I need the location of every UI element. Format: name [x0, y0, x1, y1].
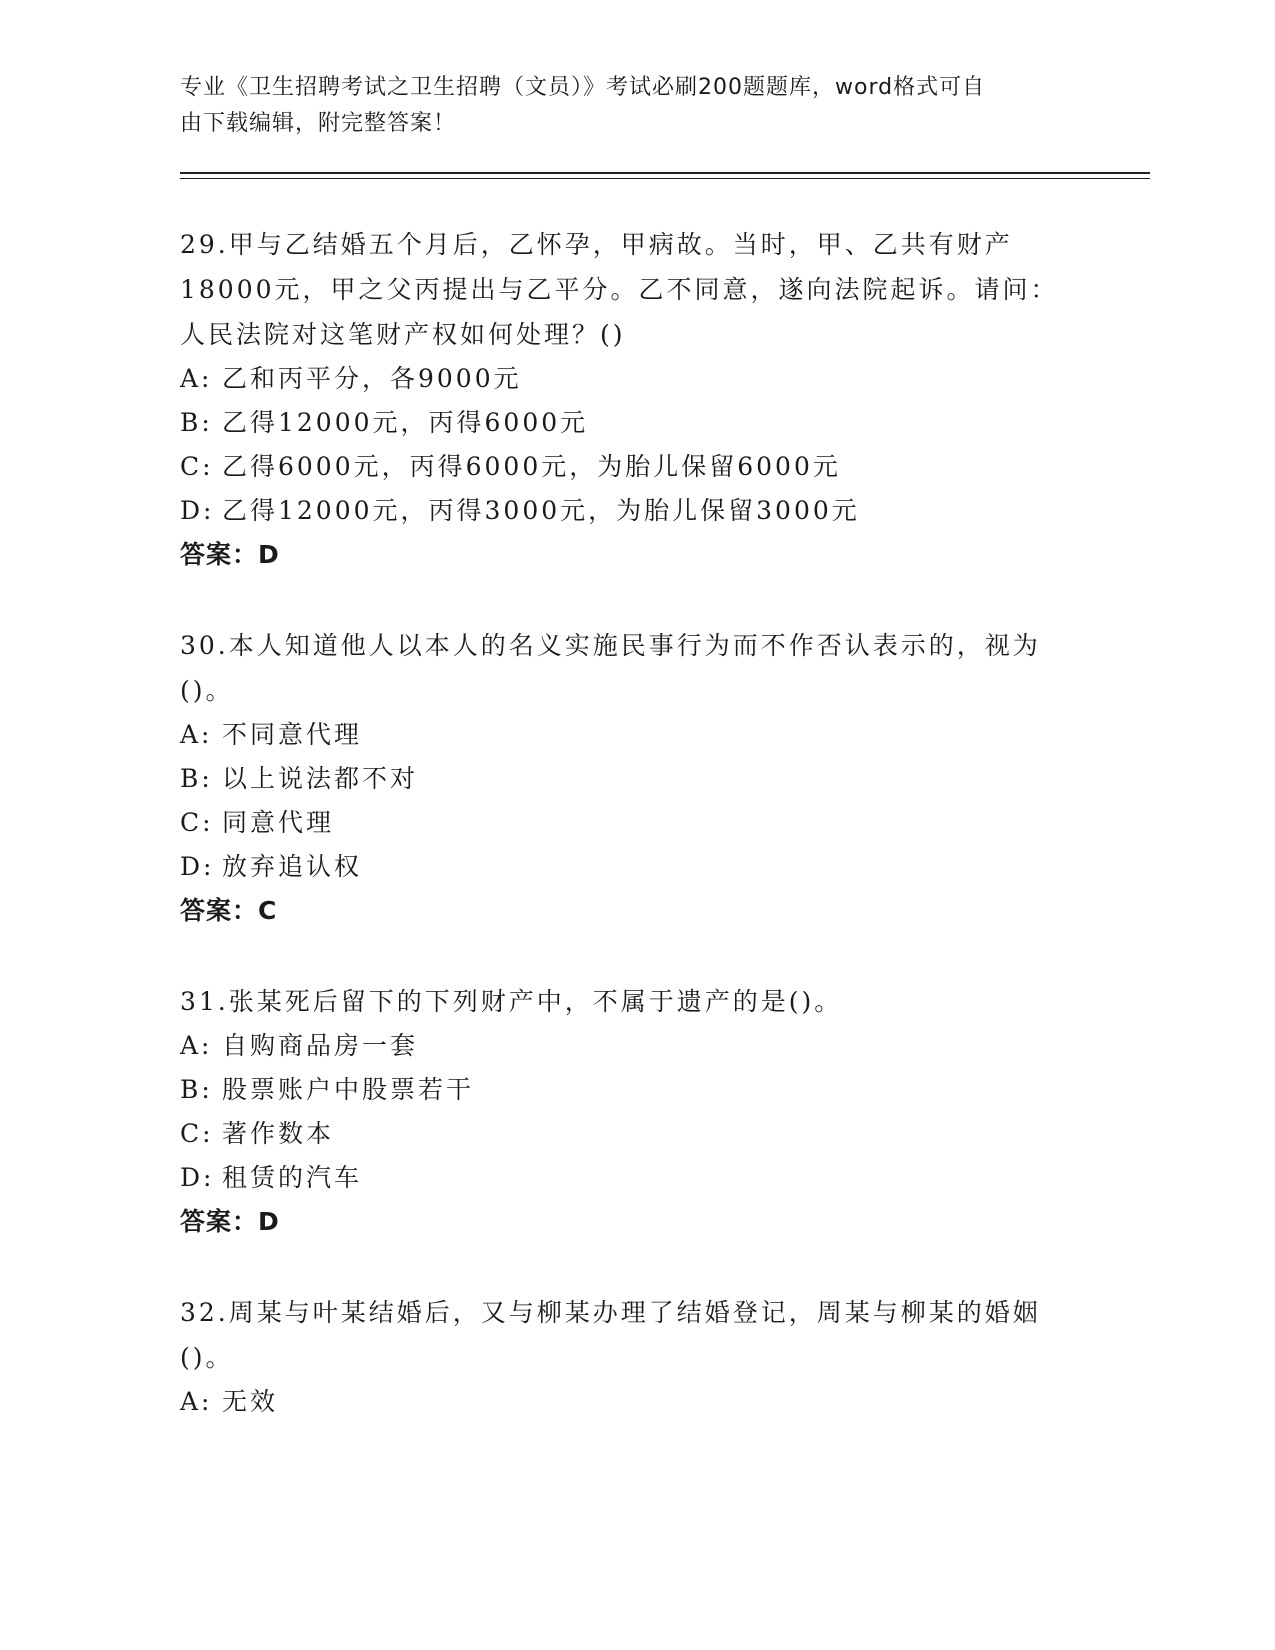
option-text: 同意代理 [222, 808, 335, 837]
option-b [180, 757, 1080, 801]
option-a [180, 1380, 1080, 1424]
answer-label: 答案：D [180, 540, 280, 569]
header-divider-thin [180, 178, 1150, 179]
option-text: 不同意代理 [222, 720, 363, 749]
question-stem-line: 18000元，甲之父丙提出与乙平分。乙不同意，遂向法院起诉。请问： [180, 275, 1059, 304]
option-d [180, 489, 1080, 533]
question-29 [180, 222, 1080, 577]
option-text: 无效 [222, 1387, 279, 1416]
header-divider-thick [180, 172, 1150, 174]
question-32 [180, 1290, 1080, 1424]
option-text: 自购商品房一套 [222, 1031, 419, 1060]
answer-label: 答案：C [180, 896, 278, 925]
option-letter: C: [180, 1119, 214, 1148]
option-letter: A: [180, 720, 213, 749]
question-stem-line: 29.甲与乙结婚五个月后，乙怀孕，甲病故。当时，甲、乙共有财产 [180, 230, 1013, 259]
question-stem-line: 30.本人知道他人以本人的名义实施民事行为而不作否认表示的，视为 [180, 631, 1041, 660]
option-letter: D: [180, 496, 215, 525]
option-c [180, 445, 1080, 489]
option-letter: A: [180, 1387, 213, 1416]
option-d [180, 845, 1080, 889]
option-c [180, 1112, 1080, 1156]
option-letter: C: [180, 808, 214, 837]
option-letter: D: [180, 852, 215, 881]
option-letter: D: [180, 1163, 215, 1192]
option-text: 以上说法都不对 [222, 764, 419, 793]
question-31 [180, 979, 1080, 1244]
question-stem-line: 31.张某死后留下的下列财产中，不属于遗产的是()。 [180, 987, 843, 1016]
question-stem-line: 32.周某与叶某结婚后，又与柳某办理了结婚登记，周某与柳某的婚姻 [180, 1298, 1041, 1327]
header-title-line-2: 由下载编辑，附完整答案！ [180, 111, 457, 136]
option-b [180, 1068, 1080, 1112]
option-letter: B: [180, 408, 213, 437]
option-c [180, 801, 1080, 845]
question-list [180, 222, 1080, 1470]
option-d [180, 1156, 1080, 1200]
option-text: 乙和丙平分，各9000元 [222, 364, 522, 393]
option-text: 租赁的汽车 [222, 1163, 363, 1192]
answer-label: 答案：D [180, 1207, 280, 1236]
option-text: 股票账户中股票若干 [222, 1075, 475, 1104]
option-text: 放弃追认权 [222, 852, 363, 881]
header-title-line-1: 专业《卫生招聘考试之卫生招聘（文员）》考试必刷200题题库，word格式可自 [180, 75, 986, 100]
question-30 [180, 623, 1080, 933]
option-a [180, 1024, 1080, 1068]
option-letter: B: [180, 1075, 213, 1104]
option-text: 乙得12000元，丙得6000元 [222, 408, 589, 437]
option-b [180, 401, 1080, 445]
option-text: 著作数本 [222, 1119, 335, 1148]
option-letter: A: [180, 364, 213, 393]
question-stem-line: ()。 [180, 676, 234, 705]
option-letter: A: [180, 1031, 213, 1060]
question-stem-line: ()。 [180, 1343, 234, 1372]
document-header [180, 70, 1060, 142]
option-letter: B: [180, 764, 213, 793]
option-text: 乙得12000元，丙得3000元，为胎儿保留3000元 [222, 496, 860, 525]
option-a [180, 357, 1080, 401]
option-a [180, 713, 1080, 757]
option-text: 乙得6000元，丙得6000元，为胎儿保留6000元 [222, 452, 841, 481]
option-letter: C: [180, 452, 214, 481]
question-stem-line: 人民法院对这笔财产权如何处理？() [180, 320, 626, 349]
